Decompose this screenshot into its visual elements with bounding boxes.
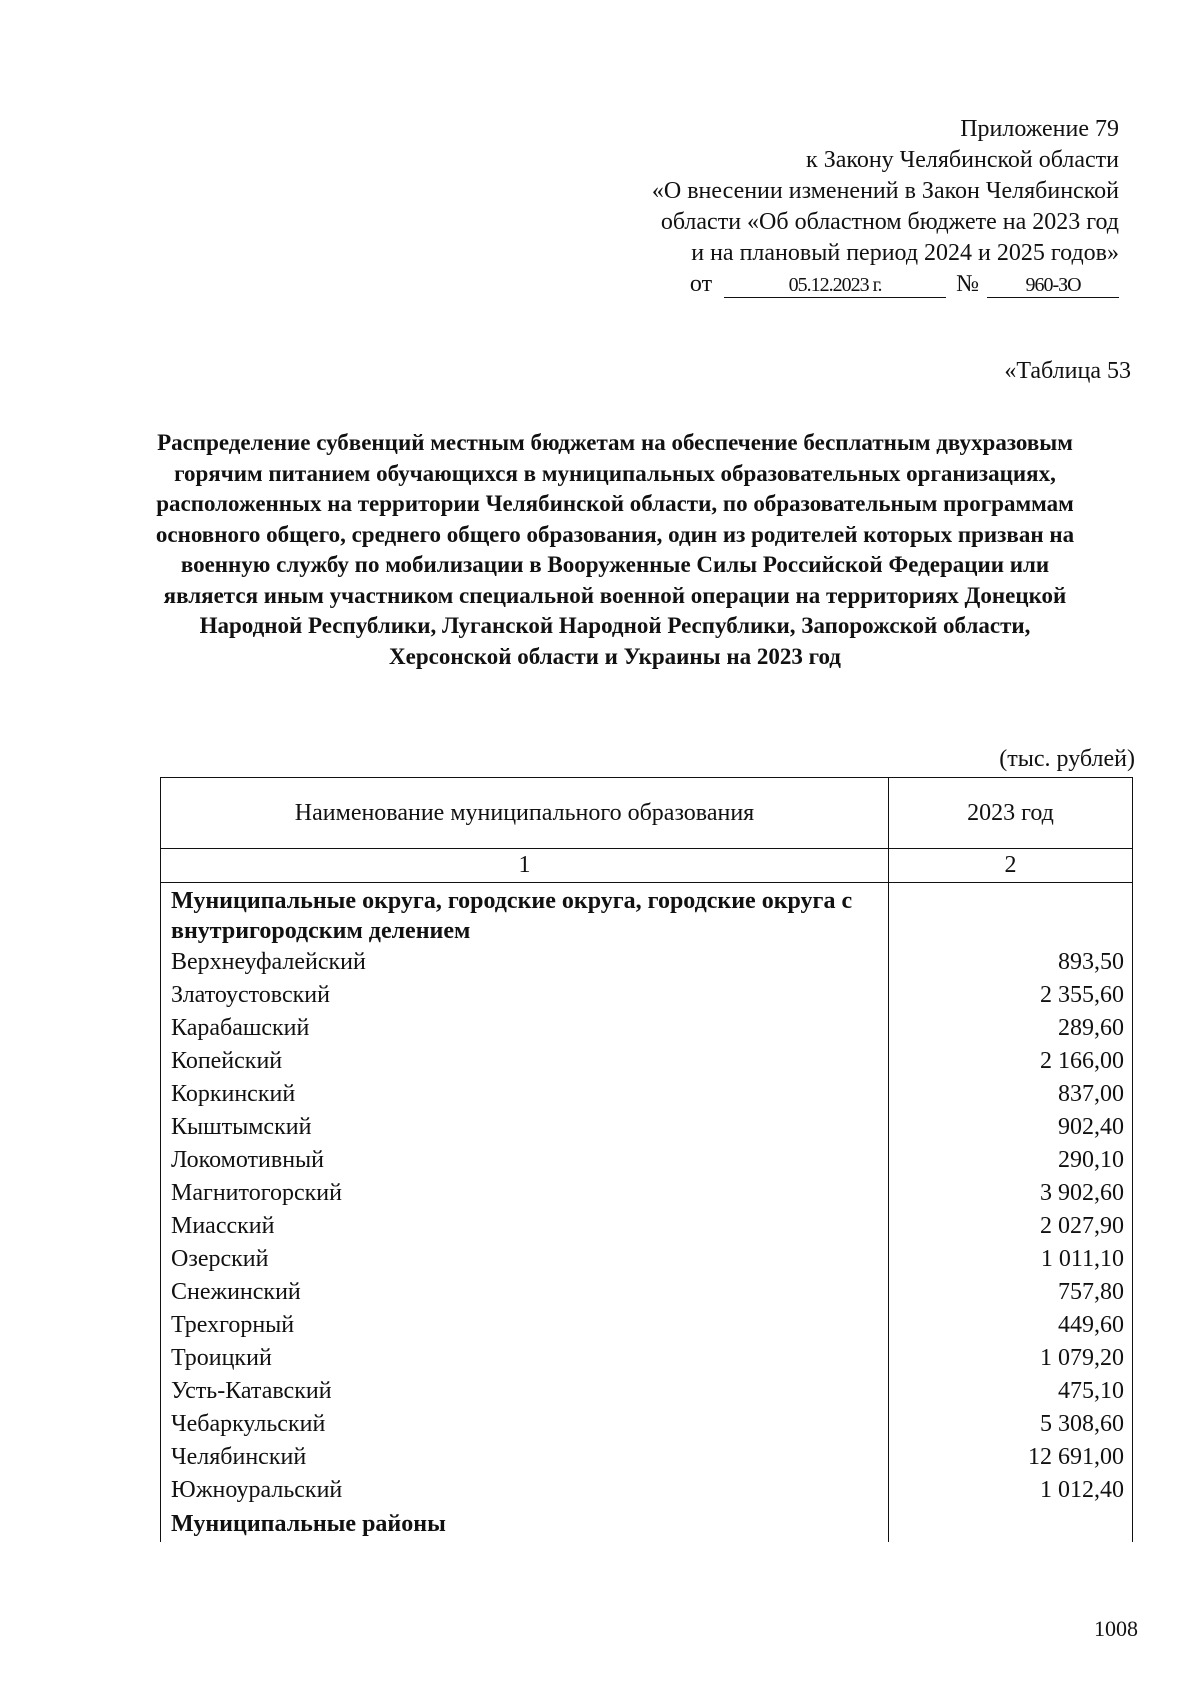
municipality-name: Южноуральский: [161, 1474, 889, 1507]
municipality-name: Трехгорный: [161, 1309, 889, 1342]
table-row: [161, 1012, 1133, 1045]
municipality-name: Копейский: [161, 1045, 889, 1078]
municipality-name: Озерский: [161, 1243, 889, 1276]
table-row: [161, 1342, 1133, 1375]
law-number: 960-ЗО: [987, 273, 1119, 298]
units-label: (тыс. рублей): [999, 746, 1135, 772]
amount-value: 5 308,60: [889, 1408, 1133, 1441]
table-header-row: [161, 778, 1133, 849]
municipality-name: Карабашский: [161, 1012, 889, 1045]
table-row: [161, 946, 1133, 979]
amount-value: 2 027,90: [889, 1210, 1133, 1243]
table-row: [161, 1441, 1133, 1474]
municipality-name: Кыштымский: [161, 1111, 889, 1144]
group-heading: Муниципальные районы: [161, 1507, 889, 1542]
amount-value: 290,10: [889, 1144, 1133, 1177]
column-number-2: 2: [889, 849, 1133, 883]
table-row: [161, 1177, 1133, 1210]
municipality-name: Локомотивный: [161, 1144, 889, 1177]
municipality-name: Магнитогорский: [161, 1177, 889, 1210]
table-row: [161, 1210, 1133, 1243]
appendix-line-5: и на плановый период 2024 и 2025 годов»: [691, 240, 1119, 266]
date-prefix: от: [689, 271, 713, 297]
group-value-empty: [889, 883, 1133, 947]
page-number: 1008: [1094, 1616, 1138, 1641]
group-heading: Муниципальные округа, городские округа, городские округа с внутригородским делением: [161, 883, 889, 947]
municipality-name: Усть-Катавский: [161, 1375, 889, 1408]
appendix-line-3: «О внесении изменений в Закон Челябинской: [651, 178, 1119, 204]
amount-value: 1 079,20: [889, 1342, 1133, 1375]
column-number-1: 1: [161, 849, 889, 883]
table-row: [161, 1144, 1133, 1177]
table-row: [161, 1243, 1133, 1276]
amount-value: 893,50: [889, 946, 1133, 979]
number-prefix: №: [956, 271, 979, 297]
amount-value: 449,60: [889, 1309, 1133, 1342]
appendix-line-2: к Закону Челябинской области: [806, 147, 1119, 173]
table-row: [161, 979, 1133, 1012]
table-row: [161, 1276, 1133, 1309]
amount-value: 1 011,10: [889, 1243, 1133, 1276]
header-municipality: Наименование муниципального образования: [161, 778, 889, 849]
table-row: [161, 1375, 1133, 1408]
amount-value: 837,00: [889, 1078, 1133, 1111]
appendix-line-1: Приложение 79: [960, 116, 1119, 142]
appendix-header: [652, 114, 1119, 300]
table-label: «Таблица 53: [1004, 358, 1131, 384]
table-row: [161, 1408, 1133, 1441]
law-date-number-line: [652, 269, 1119, 300]
table-row: [161, 1111, 1133, 1144]
municipality-name: Чебаркульский: [161, 1408, 889, 1441]
table-row: [161, 1078, 1133, 1111]
municipality-name: Троицкий: [161, 1342, 889, 1375]
municipality-name: Миасский: [161, 1210, 889, 1243]
group-row-urban: [161, 883, 1133, 947]
amount-value: 12 691,00: [889, 1441, 1133, 1474]
municipality-name: Верхнеуфалейский: [161, 946, 889, 979]
table-row: [161, 1045, 1133, 1078]
column-numbers-row: [161, 849, 1133, 883]
law-date: 05.12.2023 г.: [724, 273, 946, 298]
amount-value: 289,60: [889, 1012, 1133, 1045]
group-value-empty: [889, 1507, 1133, 1542]
header-year: 2023 год: [889, 778, 1133, 849]
amount-value: 3 902,60: [889, 1177, 1133, 1210]
document-title: Распределение субвенций местным бюджетам на обеспечение бесплатным двухразовым горячим питанием обучающихся в муниципальных образовательных организациях, расположенных на территории Челябинской области, по образовательным программам основного общего, среднего общего образования, один из родителей которых призван на военную службу по мобилизации в Вооруженные Силы Российской Федерации или является иным участником специальной военной операции на территориях Донецкой Народной Республики, Луганской Народной Республики, Запорожской области, Херсонской области и Украины на 2023 год: [155, 430, 1075, 669]
group-row-districts: [161, 1507, 1133, 1542]
table-row: [161, 1474, 1133, 1507]
distribution-table: [160, 777, 1133, 1542]
amount-value: 757,80: [889, 1276, 1133, 1309]
municipality-name: Снежинский: [161, 1276, 889, 1309]
appendix-line-4: области «Об областном бюджете на 2023 год: [660, 209, 1119, 235]
municipality-name: Златоустовский: [161, 979, 889, 1012]
municipality-name: Коркинский: [161, 1078, 889, 1111]
amount-value: 2 355,60: [889, 979, 1133, 1012]
amount-value: 902,40: [889, 1111, 1133, 1144]
amount-value: 2 166,00: [889, 1045, 1133, 1078]
amount-value: 475,10: [889, 1375, 1133, 1408]
amount-value: 1 012,40: [889, 1474, 1133, 1507]
table-row: [161, 1309, 1133, 1342]
municipality-name: Челябинский: [161, 1441, 889, 1474]
